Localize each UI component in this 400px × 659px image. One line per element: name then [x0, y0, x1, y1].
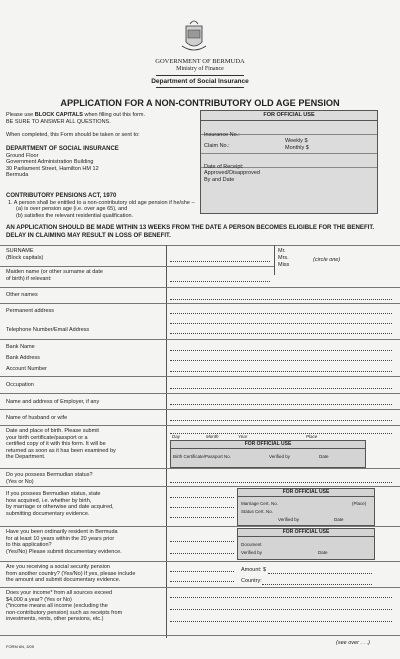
field-divider: [0, 266, 274, 267]
income-label: Does your income* from all sources exceed $4,000 a year? (Yes or No) (*income means all income (excluding the non-contributory pension) such as receipts from investments, rents, other pensions, etc.): [6, 590, 123, 623]
telephone-label: Telephone Number/Email Address: [6, 327, 90, 333]
residence-input[interactable]: [170, 541, 234, 542]
status-acquired-input[interactable]: [170, 517, 234, 518]
intro-instructions: Please use BLOCK CAPITALS when filling out this form. BE SURE TO ANSWER ALL QUESTIONS.: [6, 112, 145, 125]
husband-wife-label: Name of husband or wife: [6, 415, 68, 421]
permanent-address-input[interactable]: [170, 313, 392, 314]
claim-no-field[interactable]: Claim No.: Weekly $ Monthly $: [201, 135, 377, 154]
maiden-name-input[interactable]: [170, 281, 270, 282]
account-number-input[interactable]: [170, 371, 392, 372]
social-security-input[interactable]: [170, 571, 234, 572]
field-divider: [0, 245, 400, 246]
dob-month-label: Month: [206, 434, 219, 439]
heading-divider: [156, 75, 244, 76]
telephone-input[interactable]: [170, 333, 392, 334]
account-number-label: Account Number: [6, 366, 47, 372]
field-divider: [0, 468, 400, 469]
department-heading: Department of Social Insurance: [151, 78, 249, 85]
official-use-box: [200, 110, 378, 214]
employer-input[interactable]: [170, 404, 392, 405]
department-address: DEPARTMENT OF SOCIAL INSURANCE Ground Floor Government Administration Building 30 Parliament Street, Hamilton HM 12 Bermuda: [6, 146, 119, 179]
ministry-heading: Ministry of Finance: [176, 66, 224, 72]
form-title: APPLICATION FOR A NON-CONTRIBUTORY OLD AGE PENSION: [60, 98, 340, 108]
form-number: FORM 6N, 3/05: [6, 644, 35, 649]
see-over-note: (see over . . .): [336, 640, 370, 646]
birth-cert-label: Birth Certificate/Passport No.: [173, 454, 232, 459]
status-official-title: FOR OFFICIAL USE: [238, 489, 374, 497]
heading-divider: [156, 87, 244, 88]
circle-one-hint: (circle one): [313, 257, 341, 263]
dob-date-label: Date: [319, 454, 329, 459]
dob-label: Date and place of birth. Please submit your birth certificate/passport or a certified copy of it with this form. It will be returned as soon as it has been examined by the Department.: [6, 428, 116, 461]
status-acquired-input[interactable]: [170, 507, 234, 508]
permanent-address-input[interactable]: [170, 323, 392, 324]
status-acquired-label: If you possess Bermudian status, state how acquired, i.e. whether by birth, by marriage or otherwise and date acquired, submitting documentary evidence.: [6, 491, 114, 517]
country-input[interactable]: [262, 584, 372, 585]
bank-address-label: Bank Address: [6, 355, 40, 361]
document-label: Document: [241, 542, 262, 547]
field-divider: [0, 339, 400, 340]
dob-input[interactable]: [170, 433, 392, 434]
amount-label: Amount: $: [241, 567, 267, 573]
income-input[interactable]: [170, 609, 392, 610]
field-divider: [0, 409, 400, 410]
bermudian-status-input[interactable]: [170, 482, 392, 483]
residence-label: Have you been ordinarily resident in Bermuda for at least 10 years within the 20 years prior to this application? (Yes/No) Please submit documentary evidence.: [6, 529, 122, 555]
country-label: Country:: [241, 578, 262, 584]
field-divider: [0, 287, 400, 288]
status-acquired-input[interactable]: [170, 497, 234, 498]
field-divider: [0, 561, 400, 562]
act-section: CONTRIBUTORY PENSIONS ACT, 1970 1. A person shall be entitled to a non-contributory old age pension if he/she – (a) is over pension age (i.e. over age 65), and (b) satisfies the relevant residential qualification.: [6, 193, 195, 219]
residence-date-label: Date: [318, 550, 328, 555]
bank-address-input[interactable]: [170, 360, 392, 361]
title-divider: [274, 245, 275, 275]
field-divider: [0, 393, 400, 394]
government-heading: GOVERNMENT OF BERMUDA: [155, 58, 245, 65]
field-divider: [0, 376, 400, 377]
marriage-cert-label: Marriage Cert. No.: [241, 501, 279, 506]
dob-official-title: FOR OFFICIAL USE: [171, 441, 365, 449]
status-official-box: [237, 488, 375, 526]
residence-official-title: FOR OFFICIAL USE: [238, 529, 374, 537]
dob-official-box: [170, 440, 366, 468]
status-verified-label: Verified by: [278, 517, 300, 522]
dob-day-label: Day: [172, 434, 181, 439]
dob-year-label: Year: [238, 434, 248, 439]
dob-verified-label: Verified by: [269, 454, 291, 459]
field-divider: [0, 635, 400, 636]
title-options[interactable]: Mr. Mrs. Miss: [278, 248, 290, 268]
residence-official-box: [237, 528, 375, 560]
occupation-label: Occupation: [6, 382, 34, 388]
approval-field[interactable]: Approved/Disapproved By and Date: [204, 170, 260, 183]
amount-input[interactable]: [268, 573, 372, 574]
husband-wife-input[interactable]: [170, 420, 392, 421]
field-divider: [0, 303, 400, 304]
field-divider: [0, 425, 400, 426]
place-label: (Place): [352, 501, 367, 506]
residence-input[interactable]: [170, 553, 234, 554]
field-divider: [0, 587, 400, 588]
other-names-input[interactable]: [170, 299, 392, 300]
bank-name-input[interactable]: [170, 350, 392, 351]
field-divider: [0, 526, 400, 527]
income-input[interactable]: [170, 621, 392, 622]
surname-input[interactable]: [170, 261, 270, 262]
dob-place-label: Place: [306, 434, 318, 439]
application-fields: [0, 245, 400, 640]
surname-label: SURNAME (Block capitals): [6, 248, 44, 261]
status-date-label: Date: [334, 517, 344, 522]
income-input[interactable]: [170, 597, 392, 598]
status-cert-label: Status Cert. No.: [241, 509, 274, 514]
permanent-address-label: Permanent address: [6, 308, 54, 314]
intro-send-to: When completed, this Form should be taken or sent to:: [6, 132, 140, 138]
bank-name-label: Bank Name: [6, 344, 35, 350]
occupation-input[interactable]: [170, 388, 392, 389]
maiden-name-label: Maiden name (or other surname at date of birth) if relevant:: [6, 269, 103, 282]
bermudian-status-label: Do you possess Bermudian status? (Yes or No): [6, 472, 93, 485]
other-names-label: Other names: [6, 292, 38, 298]
insurance-no-field[interactable]: Insurance No.:: [201, 120, 377, 135]
employer-label: Name and address of Employer, if any: [6, 399, 100, 405]
bermuda-crest-icon: [178, 16, 210, 56]
eligibility-notice: AN APPLICATION SHOULD BE MADE WITHIN 13 WEEKS FROM THE DATE A PERSON BECOMES ELIGIBLE FOR THE BENEFIT. DELAY IN CLAIMING MAY RESULT IN LOSS OF BENEFIT.: [6, 224, 375, 239]
social-security-input[interactable]: [170, 581, 234, 582]
social-security-label: Are you receiving a social security pension from another country? (Yes/No) If yes, please include the amount and submit documentary evidence.: [6, 564, 136, 584]
field-divider: [0, 486, 400, 487]
official-use-title: FOR OFFICIAL USE: [201, 111, 377, 121]
residence-verified-label: Verified by: [241, 550, 263, 555]
date-of-receipt-field[interactable]: Date of Receipt:: [201, 154, 377, 168]
